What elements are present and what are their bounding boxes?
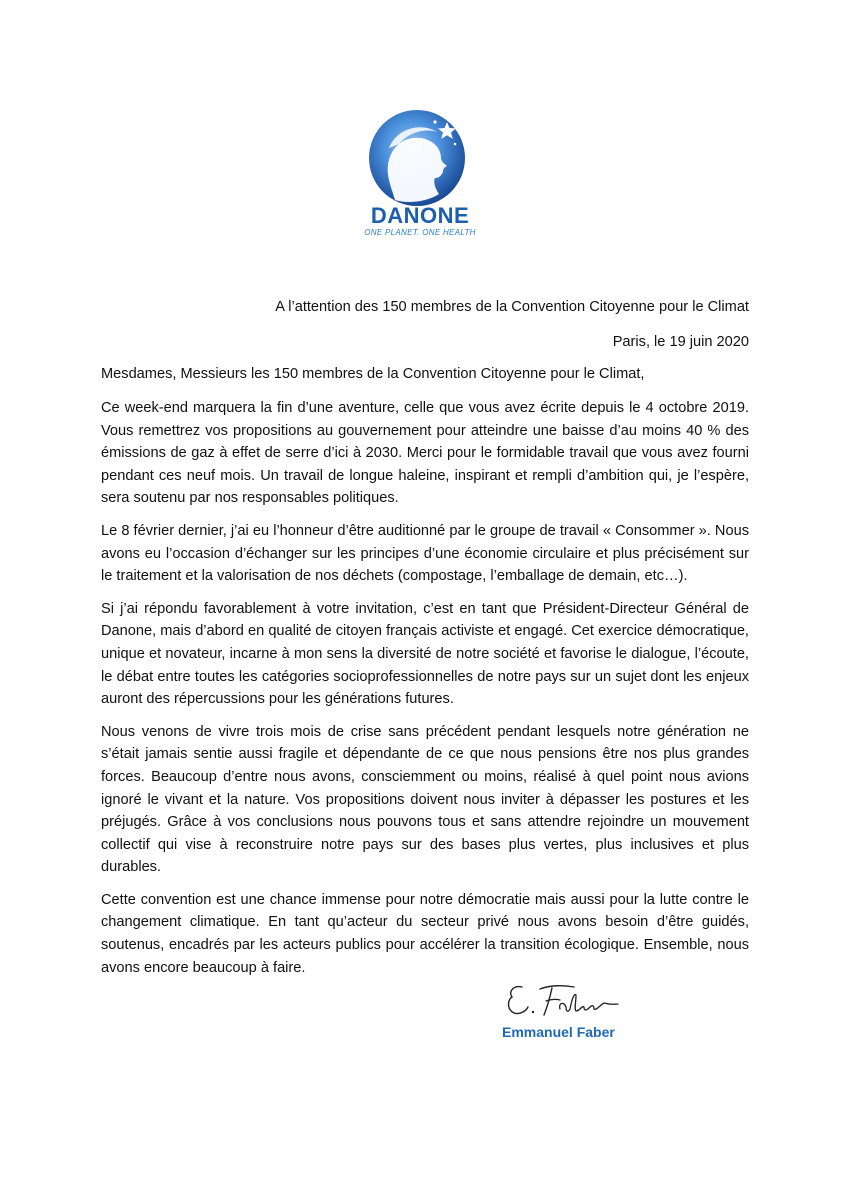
brand-name: DANONE <box>370 203 470 228</box>
paragraph: Cette convention est une chance immense pour notre démocratie mais aussi pour la lutte contre le changement climatique. En tant qu’acteur du secteur privé nous avons besoin d’être guidés, soutenus, encadrés par les acteurs publics pour accélérer la transition écologique. Ensemble, nous avons encore beaucoup à faire. <box>101 891 749 976</box>
signer-name: Emmanuel Faber <box>502 1024 615 1040</box>
paragraph: Le 8 février dernier, j’ai eu l’honneur d’être auditionné par le groupe de travail « Consommer ». Nous avons eu l’occasion d’échanger sur les principes d’une économie circulaire et plus précisément sur le traitement et la valorisation de nos déchets (compostage, l’emballage de demain, etc…). <box>101 522 749 585</box>
brand-block <box>360 204 480 238</box>
salutation: Mesdames, Messieurs les 150 membres de la Convention Citoyenne pour le Climat, <box>101 366 645 382</box>
addressee-line: A l’attention des 150 membres de la Convention Citoyenne pour le Climat <box>275 299 749 315</box>
letter-body <box>101 397 749 989</box>
handwritten-signature <box>500 975 630 1025</box>
place-date: Paris, le 19 juin 2020 <box>612 334 749 350</box>
paragraph: Si j’ai répondu favorablement à votre invitation, c’est en tant que Président-Directeur Général de Danone, mais d’abord en qualité de citoyen français activiste et engagé. Cet exercice démocratique, unique et novateur, incarne à mon sens la diversité de notre société et favorise le dialogue, l’écoute, le débat entre toutes les catégories socioprofessionnelles de notre pays sur un sujet dont les enjeux auront des répercussions pour les générations futures. <box>101 600 749 708</box>
paragraph: Nous venons de vivre trois mois de crise sans précédent pendant lesquels notre génération ne s’était jamais sentie aussi fragile et dépendante de ce que nous pensions être nos plus grandes forces. Beaucoup d’entre nous avons, consciemment ou moins, réalisé à quel point nous avions ignoré le vivant et la nature. Vos propositions doivent nous inviter à dépasser les postures et les préjugés. Grâce à vos conclusions nous pouvons tous et sans attendre rejoindre un mouvement collectif qui vise à reconstruire notre pays sur des bases plus vertes, plus inclusives et plus durables. <box>101 723 749 876</box>
paragraph: Ce week-end marquera la fin d’une aventure, celle que vous avez écrite depuis le 4 octobre 2019. Vous remettrez vos propositions au gouvernement pour atteindre une baisse d’au moins 40 % des émissions de gaz à effet de serre d’ici à 2030. Merci pour le formidable travail que vous avez fourni pendant ces neuf mois. Un travail de longue haleine, inspirant et rempli d’ambition qui, je l’espère, sera soutenu par nos responsables politiques. <box>101 400 749 507</box>
danone-child-star-icon <box>355 108 480 208</box>
brand-tagline: ONE PLANET. ONE HEALTH <box>364 228 476 237</box>
